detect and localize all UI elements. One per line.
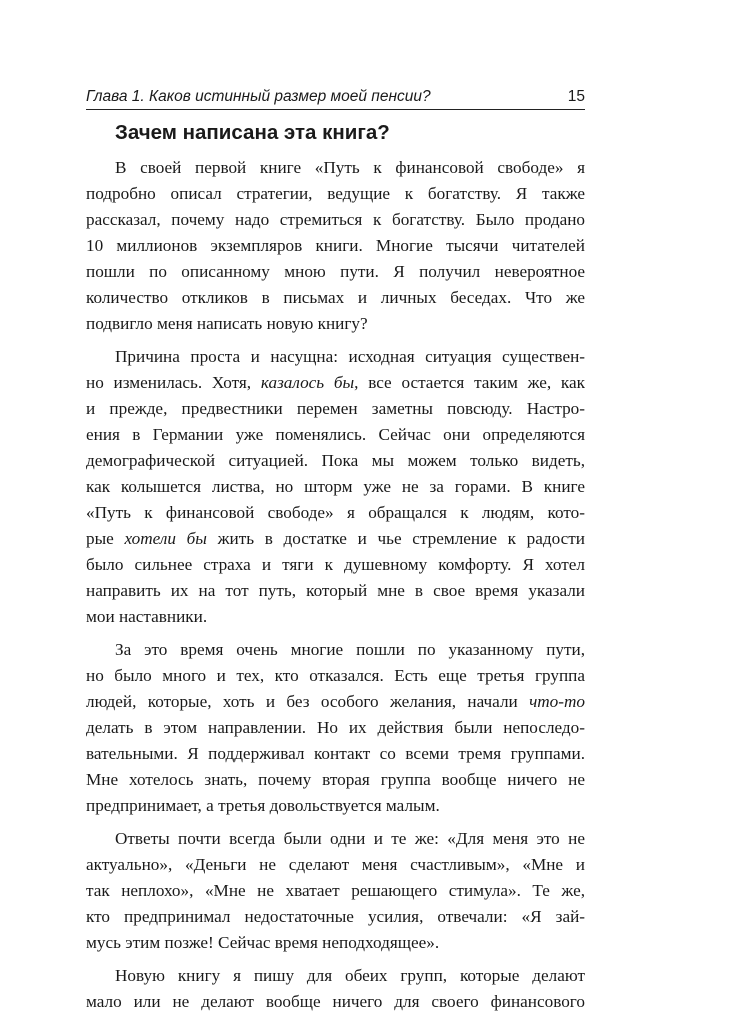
text-line: Новую книгу я пишу для обеих групп, которые делают xyxy=(115,966,585,985)
italic-text: что-то xyxy=(529,692,585,711)
text-run: , все остается таким же, как xyxy=(354,373,585,392)
text-line: подвигло меня написать новую книгу? xyxy=(86,314,368,333)
text-line: кто предпринимал недостаточные усилия, отвечали: «Я зай- xyxy=(86,907,585,926)
text-line: как колышется листва, но шторм уже не за горами. В книге xyxy=(86,477,585,496)
text-run: жить в достатке и чье стремление к радости xyxy=(206,529,585,548)
text-line xyxy=(86,370,585,396)
text-line: демографической ситуацией. Пока мы можем только видеть, xyxy=(86,451,585,470)
text-line: вательными. Я поддерживал контакт со всеми тремя группами. xyxy=(86,744,585,763)
text-line: За это время очень многие пошли по указанному пути, xyxy=(115,640,585,659)
text-run: рые xyxy=(86,529,125,548)
italic-text: хотели бы xyxy=(124,529,207,548)
chapter-title: Глава 1. Каков истинный размер моей пенсии? xyxy=(86,88,431,105)
section-heading: Зачем написана эта книга? xyxy=(115,121,390,144)
text-line: актуально», «Деньги не сделают меня счастливым», «Мне и xyxy=(86,855,585,874)
text-line xyxy=(86,526,585,552)
text-line xyxy=(86,689,585,715)
text-line: но было много и тех, кто отказался. Есть еще третья группа xyxy=(86,666,585,685)
paragraph-4 xyxy=(86,826,585,956)
text-run: людей, которые, хоть и без особого желания, начали xyxy=(86,692,530,711)
paragraph-2 xyxy=(86,344,585,630)
text-line: рассказал, почему надо стремиться к богатству. Было продано xyxy=(86,210,585,229)
text-line: Причина проста и насущна: исходная ситуация существен- xyxy=(115,347,585,366)
running-header xyxy=(86,86,585,108)
text-line: Мне хотелось знать, почему вторая группа вообще ничего не xyxy=(86,770,585,789)
text-line: мои наставники. xyxy=(86,607,208,626)
text-line: предпринимает, а третья довольствуется малым. xyxy=(86,796,440,815)
text-line: мало или не делают вообще ничего для своего финансового xyxy=(86,992,585,1011)
text-line: «Путь к финансовой свободе» я обращался к людям, кото- xyxy=(86,503,585,522)
header-rule xyxy=(86,109,585,110)
paragraph-1 xyxy=(86,155,585,337)
italic-text: казалось бы xyxy=(260,373,355,392)
text-line: и прежде, предвестники перемен заметны повсюду. Настро- xyxy=(86,399,585,418)
text-line: делать в этом направлении. Но их действия были непоследо- xyxy=(86,718,585,737)
text-line: направить их на тот путь, который мне в свое время указали xyxy=(86,581,585,600)
paragraph-3 xyxy=(86,637,585,819)
text-line: пошли по описанному мною пути. Я получил невероятное xyxy=(86,262,585,281)
text-line: количество откликов в письмах и личных беседах. Что же xyxy=(86,288,585,307)
text-line: 10 миллионов экземпляров книги. Многие тысячи читателей xyxy=(86,236,585,255)
text-line: В своей первой книге «Путь к финансовой свободе» я xyxy=(115,158,585,177)
page-number: 15 xyxy=(567,88,585,105)
text-line: мусь этим позже! Сейчас время неподходящее». xyxy=(86,933,440,952)
text-run: но изменилась. Хотя, xyxy=(86,373,261,392)
paragraph-5 xyxy=(86,963,585,1015)
body-text xyxy=(86,155,585,1015)
text-line: так неплохо», «Мне не хватает решающего стимула». Те же, xyxy=(86,881,585,900)
text-line: подробно описал стратегии, ведущие к богатству. Я также xyxy=(86,184,585,203)
text-line: ения в Германии уже поменялись. Сейчас они определяются xyxy=(86,425,585,444)
text-line: Ответы почти всегда были одни и те же: «Для меня это не xyxy=(115,829,585,848)
text-line: было сильнее страха и тяги к душевному комфорту. Я хотел xyxy=(86,555,585,574)
